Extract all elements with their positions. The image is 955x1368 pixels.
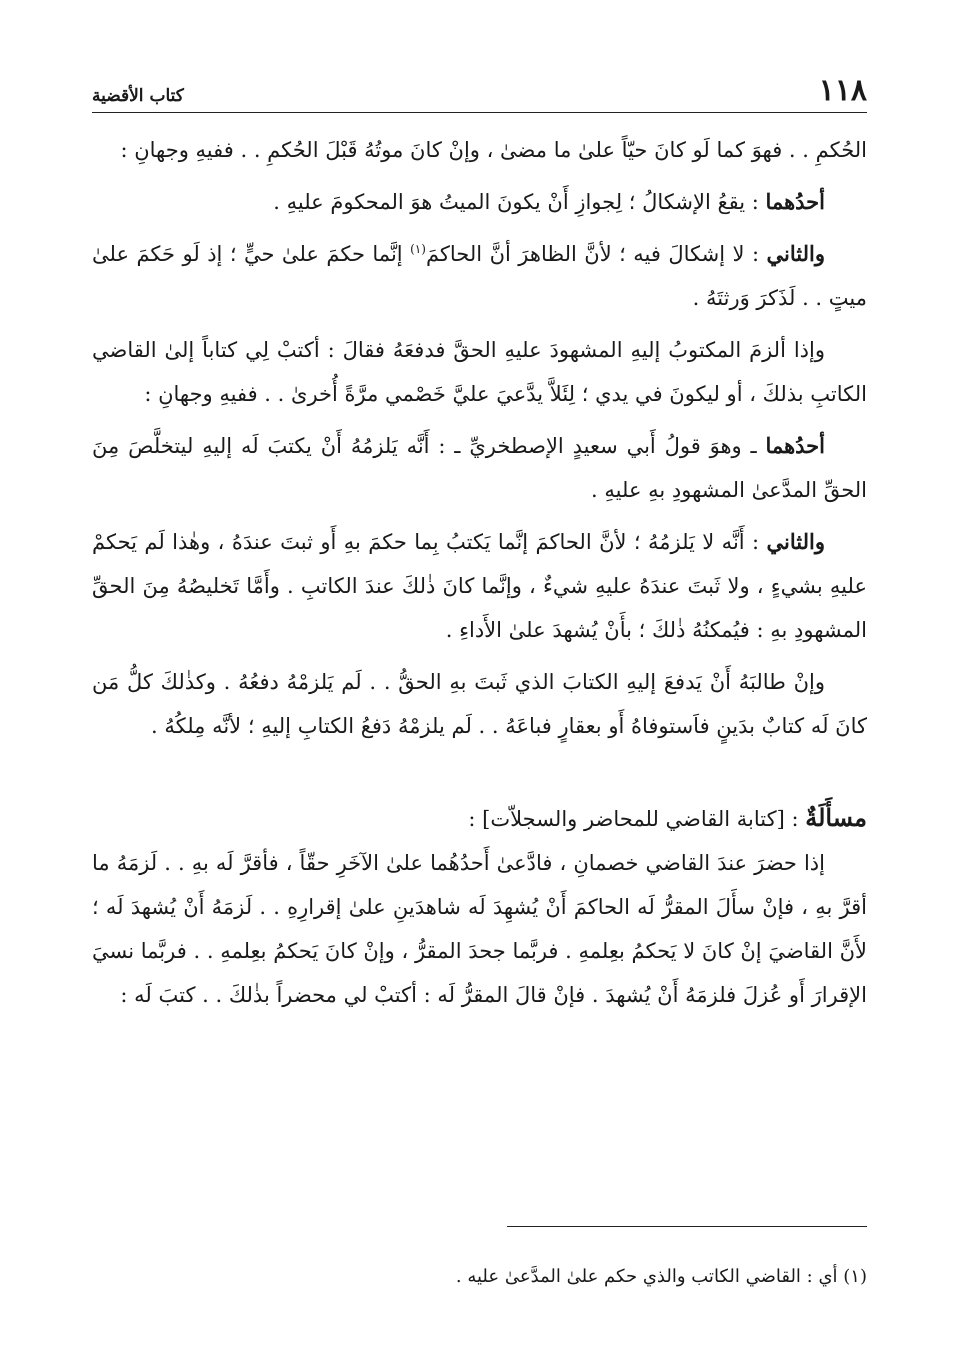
paragraph-3-text-a: : لا إشكالَ فيه ؛ لأنَّ الظاهرَ أنَّ الحاكمَ bbox=[425, 242, 767, 266]
paragraph-8-text: إذا حضرَ عندَ القاضي خصمانِ ، فادَّعىٰ أَحدُهُما علىٰ الآخَرِ حقّاً ، فأقرَّ لَه بهِ . . لَزمَهُ ما أقرَّ بهِ ، فإنْ سأَلَ المقرُّ لَه الحاكمَ أَنْ يُشهِدَ لَه شاهدَينِ علىٰ إقرارِهِ . . لَزمَهُ أَنْ يُشهدَ لَه ؛ لأَنَّ القاضيَ إنْ كانَ لا يَحكمُ بعِلمهِ . فربَّما جحدَ المقرُّ ، وإنْ كانَ يَحكمُ بعِلمهِ . . فربَّما نسيَ الإقرارَ أَو عُزلَ فلزمَهُ أَنْ يُشهدَ . فإنْ قالَ المقرُّ لَه : أكتبْ لي محضراً بذٰلكَ . . كتبَ لَه : bbox=[92, 851, 867, 1007]
question-heading bbox=[92, 796, 867, 841]
paragraph-5-text: ـ وهوَ قولُ أَبي سعيدٍ الإصطخريِّ ـ : أَنَّه يَلزمُهُ أَنْ يكتبَ لَه إليهِ ليتخلَّصَ مِنَ الحقِّ المدَّعىٰ المشهودِ بهِ عليهِ . bbox=[92, 434, 867, 502]
footnote-divider bbox=[507, 1226, 867, 1227]
footnote-reference[interactable]: (١) bbox=[410, 242, 426, 256]
paragraph-5 bbox=[92, 424, 867, 512]
paragraph-6-label: والثاني bbox=[766, 529, 825, 554]
question-label: مسأَلَةٌ bbox=[805, 803, 867, 832]
paragraph-1 bbox=[92, 128, 867, 172]
paragraph-2 bbox=[92, 180, 867, 224]
page-number: ١١٨ bbox=[818, 73, 867, 108]
paragraph-4-text: وإذا ألزمَ المكتوبُ إليهِ المشهودَ عليهِ الحقَّ فدفعَهُ فقالَ : أكتبْ لِي كتاباً إلىٰ القاضي الكاتبِ بذلكَ ، أو ليكونَ في يدي ؛ لِئَلاَّ يدَّعيَ عليَّ خَصْمي مرَّةً أُخرىٰ . . ففيهِ وجهانِ : bbox=[92, 338, 867, 406]
paragraph-2-label: أحدُهما bbox=[765, 189, 825, 214]
footnote bbox=[92, 1262, 867, 1292]
paragraph-6 bbox=[92, 520, 867, 652]
footnote-text: أي : القاضي الكاتب والذي حكم علىٰ المدَّعىٰ عليه . bbox=[455, 1266, 838, 1287]
paragraph-3 bbox=[92, 232, 867, 320]
paragraph-3-label: والثاني bbox=[766, 241, 825, 266]
paragraph-6-text: : أَنَّه لا يَلزمُهُ ؛ لأنَّ الحاكمَ إنَّما يَكتبُ بِما حكمَ بهِ أَو ثبتَ عندَهُ ، وهٰذا لَم يَحكمْ عليهِ بشيءٍ ، ولا ثَبتَ عندَهُ عليهِ شيءٌ ، وإنَّما كانَ ذٰلكَ عندَ الكاتبِ . وأَمَّا تَخليصُهُ مِنَ الحقِّ المشهودِ بهِ : فيُمكنُهُ ذٰلكَ ؛ بأَنْ يُشهدَ علىٰ الأَداءِ . bbox=[92, 530, 867, 642]
paragraph-5-label: أحدُهما bbox=[765, 433, 825, 458]
paragraph-7-text: وإنْ طالبَهُ أَنْ يَدفعَ إليهِ الكتابَ الذي ثَبتَ بهِ الحقُّ . . لَم يَلزمْهُ دفعُهُ . وكذٰلكَ كلُّ مَن كانَ لَه كتابٌ بدَينٍ فاَستوفاهُ أَو بعقارٍ فباعَهُ . . لَم يلزمْهُ دَفعُ الكتابِ إليهِ ؛ لأنَّه مِلكُهُ . bbox=[92, 670, 867, 738]
question-title: : [كتابة القاضي للمحاضر والسجلاّت] : bbox=[468, 807, 806, 831]
paragraph-8 bbox=[92, 841, 867, 1017]
paragraph-2-text: : يقعُ الإشكالُ ؛ لِجوازِ أَنْ يكونَ الميتُ هوَ المحكومَ عليهِ . bbox=[273, 190, 766, 214]
page-body bbox=[92, 128, 867, 1017]
paragraph-4 bbox=[92, 328, 867, 416]
paragraph-1-text: الحُكمِ . . فهوَ كما لَو كانَ حيّاً علىٰ ما مضىٰ ، وإنْ كانَ موتُهُ قَبْلَ الحُكمِ . . ففيهِ وجهانِ : bbox=[120, 138, 867, 162]
paragraph-3-text-b: إنَّما حكمَ علىٰ حيٍّ ؛ إذ لَو حَكمَ علىٰ ميتٍ . . لَذَكرَ وَرثتَهُ . bbox=[92, 242, 867, 310]
footnote-marker: (١) bbox=[843, 1266, 867, 1287]
running-title: كتاب الأقضية bbox=[92, 86, 184, 106]
paragraph-7 bbox=[92, 660, 867, 748]
page-header bbox=[92, 72, 867, 113]
